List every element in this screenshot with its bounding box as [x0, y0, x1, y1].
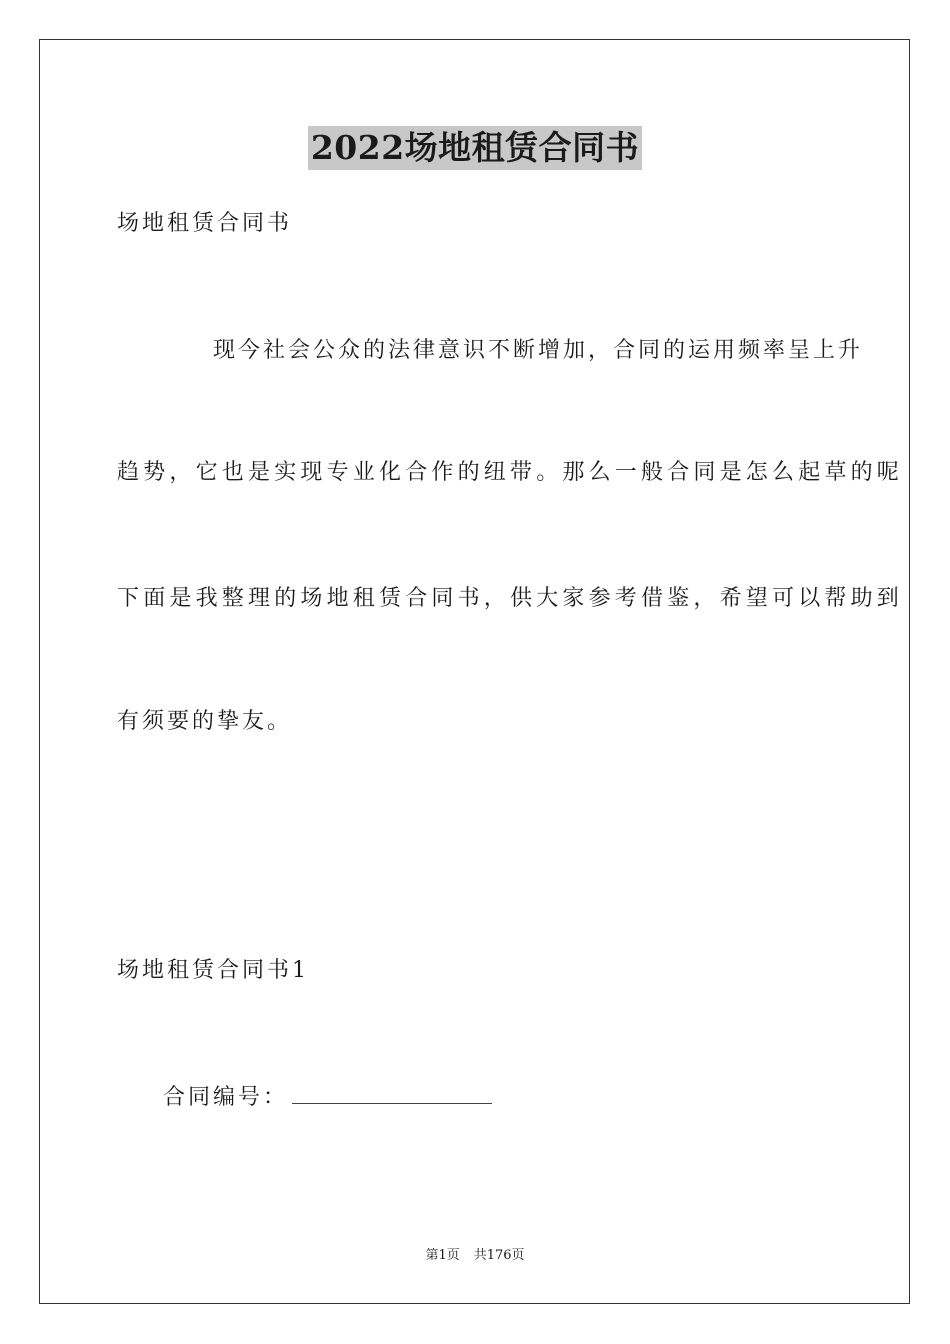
page-footer [0, 1247, 950, 1265]
document-title: 2022场地租赁合同书 [308, 126, 642, 170]
document-subtitle: 场地租赁合同书 [117, 211, 293, 236]
title-container [0, 126, 950, 170]
paragraph-line-2: 趋势，它也是实现专业化合作的纽带。那么一般合同是怎么起草的呢 [117, 460, 904, 485]
contract-number-label: 合同编号： [163, 1085, 289, 1110]
paragraph-line-1: 现今社会公众的法律意识不断增加，合同的运用频率呈上升 [213, 338, 864, 363]
paragraph-line-3: 下面是我整理的场地租赁合同书，供大家参考借鉴，希望可以帮助到 [117, 586, 904, 611]
contract-number-blank-line [292, 1081, 492, 1104]
page-total: 共176页 [473, 1248, 525, 1263]
contract-number-row [163, 1081, 492, 1113]
section-heading: 场地租赁合同书1 [117, 958, 309, 983]
page-current: 第1页 [425, 1248, 460, 1263]
paragraph-line-4: 有须要的挚友。 [117, 709, 293, 734]
